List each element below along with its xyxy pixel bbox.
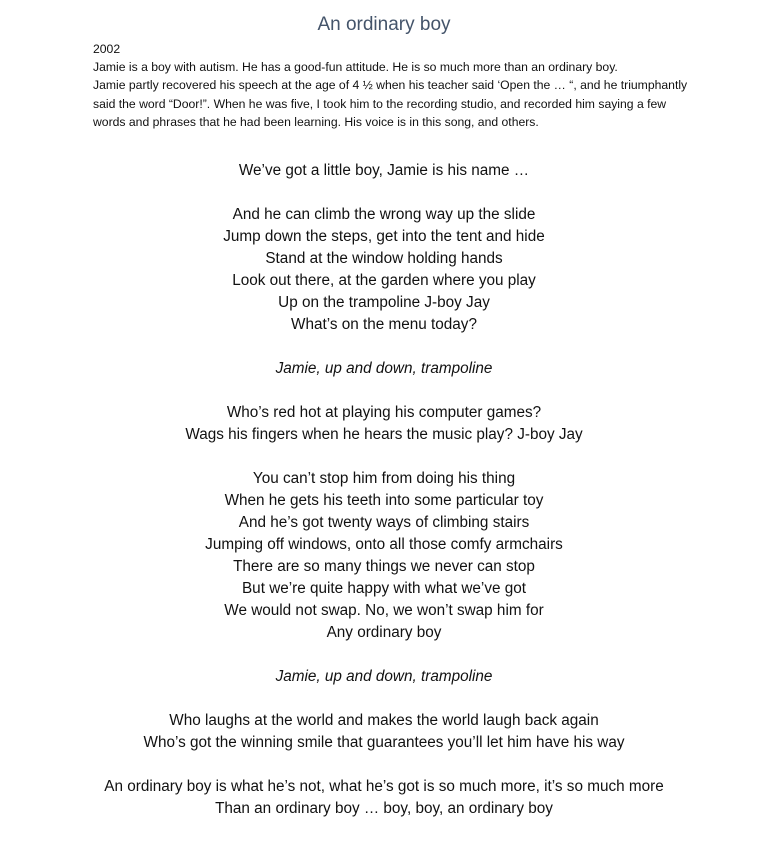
- lyric-line: Up on the trampoline J-boy Jay: [278, 294, 490, 311]
- lyric-line: Jump down the steps, get into the tent and hide: [223, 228, 545, 245]
- lyric-line: But we’re quite happy with what we’ve got: [241, 580, 526, 597]
- document-title: An ordinary boy: [317, 14, 451, 35]
- stanza-verse-3: [0, 468, 768, 644]
- intro-paragraph: [93, 40, 743, 131]
- stanza-verse-4: [0, 710, 768, 754]
- stanza-chorus-1: [0, 358, 768, 380]
- lyric-line: Any ordinary boy: [326, 624, 442, 641]
- stanza-opening: [0, 160, 768, 182]
- year-line: 2002: [93, 42, 121, 56]
- stanza-chorus-2: [0, 666, 768, 688]
- lyric-line: And he’s got twenty ways of climbing stairs: [238, 514, 530, 531]
- intro-line: Jamie partly recovered his speech at the age of 4 ½ when his teacher said ‘Open the … “, and he triumphantly: [93, 78, 688, 93]
- lyric-line: Who’s red hot at playing his computer games?: [226, 404, 542, 421]
- lyric-line: Than an ordinary boy … boy, boy, an ordinary boy: [215, 800, 553, 817]
- lyric-line: Jumping off windows, onto all those comfy armchairs: [205, 536, 563, 553]
- lyric-line: When he gets his teeth into some particular toy: [224, 492, 544, 509]
- lyric-line: You can’t stop him from doing his thing: [252, 470, 516, 487]
- lyric-line: What’s on the menu today?: [291, 316, 477, 333]
- intro-line: Jamie is a boy with autism. He has a good-fun attitude. He is so much more than an ordinary boy.: [93, 60, 618, 75]
- lyric-line: Who’s got the winning smile that guarantees you’ll let him have his way: [143, 734, 625, 751]
- lyric-line: Jamie, up and down, trampoline: [275, 668, 493, 685]
- lyric-line: And he can climb the wrong way up the slide: [232, 206, 536, 223]
- lyric-line: Who laughs at the world and makes the world laugh back again: [169, 712, 599, 729]
- lyric-line: Jamie, up and down, trampoline: [275, 360, 493, 377]
- intro-line: said the word “Door!”. When he was five, I took him to the recording studio, and recorded him saying a few: [93, 96, 667, 111]
- lyric-line: Look out there, at the garden where you play: [232, 272, 536, 289]
- lyric-line: An ordinary boy is what he’s not, what he’s got is so much more, it’s so much more: [104, 778, 664, 795]
- lyric-line: Stand at the window holding hands: [265, 250, 503, 267]
- lyric-line: We would not swap. No, we won’t swap him for: [224, 602, 544, 619]
- intro-line: words and phrases that he had been learning. His voice is in this song, and others.: [93, 114, 539, 129]
- stanza-ending: [0, 776, 768, 820]
- song-lyrics: [0, 160, 768, 842]
- lyric-line: Wags his fingers when he hears the music play? J-boy Jay: [185, 426, 583, 443]
- stanza-verse-1: [0, 204, 768, 336]
- lyric-line: We’ve got a little boy, Jamie is his name …: [238, 162, 530, 179]
- lyric-line: There are so many things we never can stop: [233, 558, 535, 575]
- stanza-verse-2: [0, 402, 768, 446]
